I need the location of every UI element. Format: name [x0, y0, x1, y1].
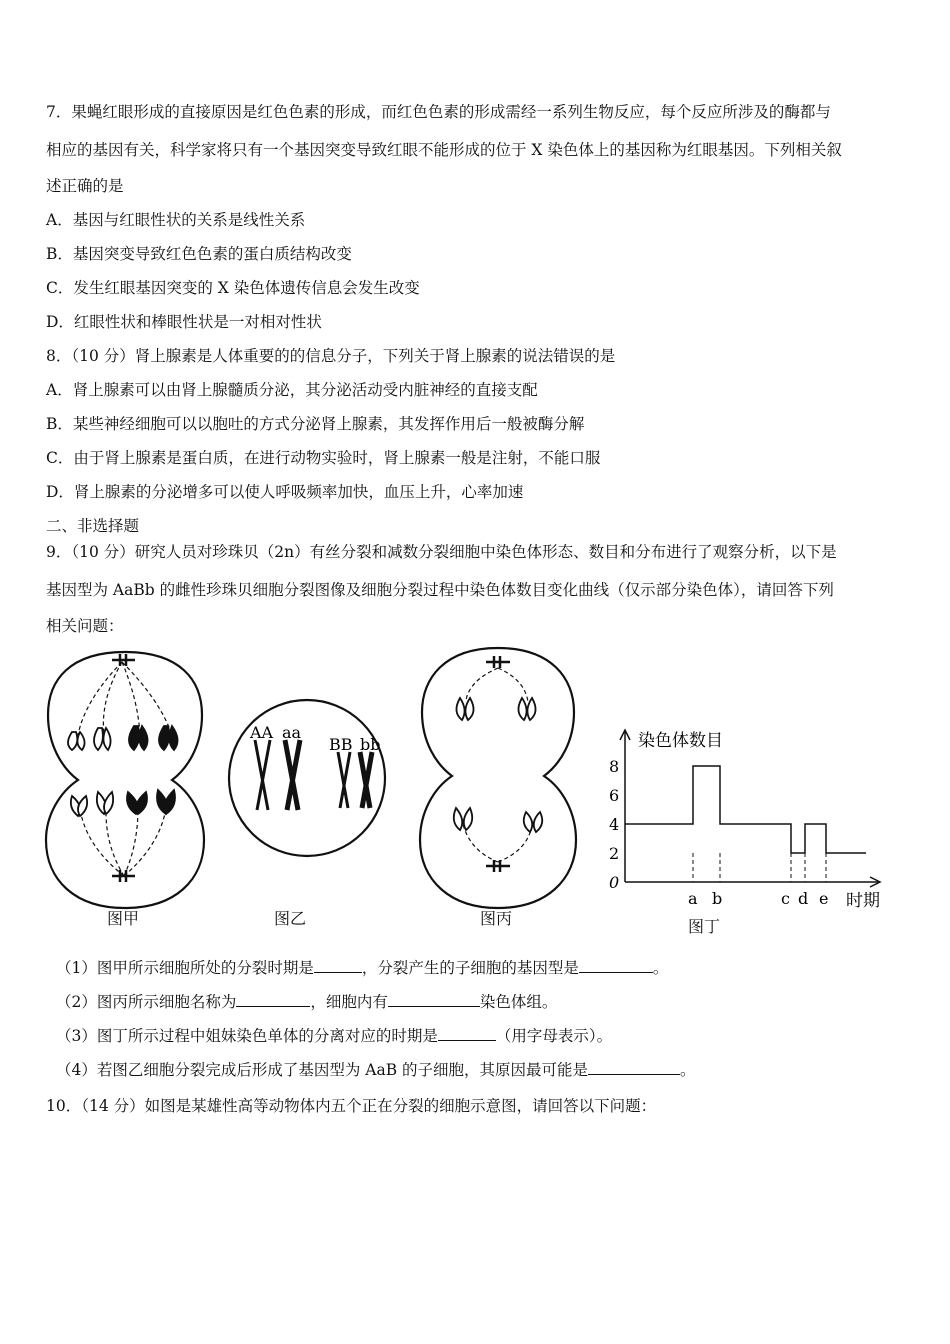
chart-xlabel: 时期 — [846, 891, 880, 911]
chart-ytick-label: 2 — [609, 844, 620, 863]
figure-label-jia: 图甲 — [107, 909, 140, 928]
chart-xtick-label: d — [798, 889, 809, 908]
figure-label-bing: 图丙 — [480, 909, 513, 928]
q8-stem: 8．（10 分）肾上腺素是人体重要的的信息分子，下列关于肾上腺素的说法错误的是 — [46, 347, 616, 365]
gene-label-AA: AA — [250, 723, 274, 742]
q7-option-a: A．基因与红眼性状的关系是线性关系 — [46, 211, 306, 229]
q7-stem-line2: 相应的基因有关，科学家将只有一个基因突变导致红眼不能形成的位于 X 染色体上的基因称为红眼基因。下列相关叙 — [46, 141, 842, 159]
q9-sub2-part3: 染色体组。 — [479, 993, 558, 1011]
q9-sub2 — [56, 992, 557, 1012]
q9-sub3-part2: （用字母表示）。 — [495, 1027, 613, 1045]
q7-stem-line3: 述正确的是 — [46, 177, 124, 195]
chart-axes — [620, 730, 880, 887]
answer-blank[interactable] — [438, 1026, 496, 1041]
q9-sub2-part1: （2）图丙所示细胞名称为 — [56, 993, 237, 1011]
answer-blank[interactable] — [588, 1060, 680, 1075]
cell-bing-outline — [420, 648, 576, 908]
chart-ytick-label: 6 — [609, 786, 620, 805]
chart-series-line — [625, 766, 866, 853]
figure-label-ding: 图丁 — [688, 917, 721, 936]
q8-option-b: B．某些神经细胞可以以胞吐的方式分泌肾上腺素，其发挥作用后一般被酶分解 — [46, 415, 585, 433]
chart-ytick-label: 8 — [609, 757, 620, 776]
answer-blank[interactable] — [314, 958, 362, 973]
answer-blank[interactable] — [388, 992, 480, 1007]
q7-stem-line1: 7．果蝇红眼形成的直接原因是红色色素的形成，而红色色素的形成需经一系列生物反应，每个反应所涉及的酶都与 — [46, 103, 831, 121]
q9-sub4-part2: 。 — [680, 1061, 696, 1079]
q9-sub3 — [56, 1026, 612, 1046]
figure-label-yi: 图乙 — [274, 909, 307, 928]
gene-label-BB: BB — [329, 735, 353, 754]
answer-blank[interactable] — [236, 992, 310, 1007]
chart-xtick-label: c — [781, 889, 790, 908]
cell-figures — [0, 640, 950, 940]
q7-option-b: B．基因突变导致红色色素的蛋白质结构改变 — [46, 245, 352, 263]
q8-option-c: C．由于肾上腺素是蛋白质，在进行动物实验时，肾上腺素一般是注射，不能口服 — [46, 449, 601, 467]
q9-sub2-part2: ，细胞内有 — [310, 993, 388, 1011]
section-heading: 二、非选择题 — [46, 517, 140, 535]
q9-sub1-part3: 。 — [652, 959, 669, 977]
q8-option-a: A．肾上腺素可以由肾上腺髓质分泌，其分泌活动受内脏神经的直接支配 — [46, 381, 538, 399]
chart-ytick-label: 4 — [609, 815, 620, 834]
q7-option-d: D．红眼性状和棒眼性状是一对相对性状 — [46, 313, 322, 331]
q10-stem: 10．（14 分）如图是某雄性高等动物体内五个正在分裂的细胞示意图，请回答以下问题： — [46, 1097, 657, 1115]
answer-blank[interactable] — [579, 958, 653, 973]
cell-jia-outline — [46, 652, 204, 908]
q9-sub4-part1: （4）若图乙细胞分裂完成后形成了基因型为 AaB 的子细胞，其原因最可能是 — [56, 1061, 589, 1079]
q9-sub1-part1: （1）图甲所示细胞所处的分裂时期是 — [56, 959, 314, 977]
q9-sub1-part2: ，分裂产生的子细胞的基因型是 — [361, 959, 579, 977]
chart-ytick-label: 0 — [609, 873, 620, 892]
chart-xtick-label: a — [688, 889, 698, 908]
chart-series — [625, 766, 866, 853]
q9-stem-line1: 9．（10 分）研究人员对珍珠贝（2n）有丝分裂和减数分裂细胞中染色体形态、数目和分布进行了观察分析，以下是 — [46, 543, 837, 561]
q7-option-c: C．发生红眼基因突变的 X 染色体遗传信息会发生改变 — [46, 279, 420, 297]
chart-ylabel: 染色体数目 — [638, 731, 723, 751]
q8-option-d: D．肾上腺素的分泌增多可以使人呼吸频率加快，血压上升，心率加速 — [46, 483, 524, 501]
q9-sub4 — [56, 1060, 696, 1080]
gene-label-bb: bb — [360, 735, 381, 754]
chart-ticks — [609, 757, 828, 908]
q9-stem-line2: 基因型为 AaBb 的雌性珍珠贝细胞分裂图像及细胞分裂过程中染色体数目变化曲线（仅示部分染色体），请回答下列 — [46, 581, 834, 599]
chart-xtick-label: e — [819, 889, 829, 908]
q9-sub1 — [56, 958, 668, 978]
q9-sub3-part1: （3）图丁所示过程中姐妹染色单体的分离对应的时期是 — [56, 1027, 438, 1045]
gene-label-aa: aa — [282, 723, 302, 742]
chart-xtick-label: b — [712, 889, 723, 908]
q9-stem-line3: 相关问题： — [46, 617, 124, 635]
